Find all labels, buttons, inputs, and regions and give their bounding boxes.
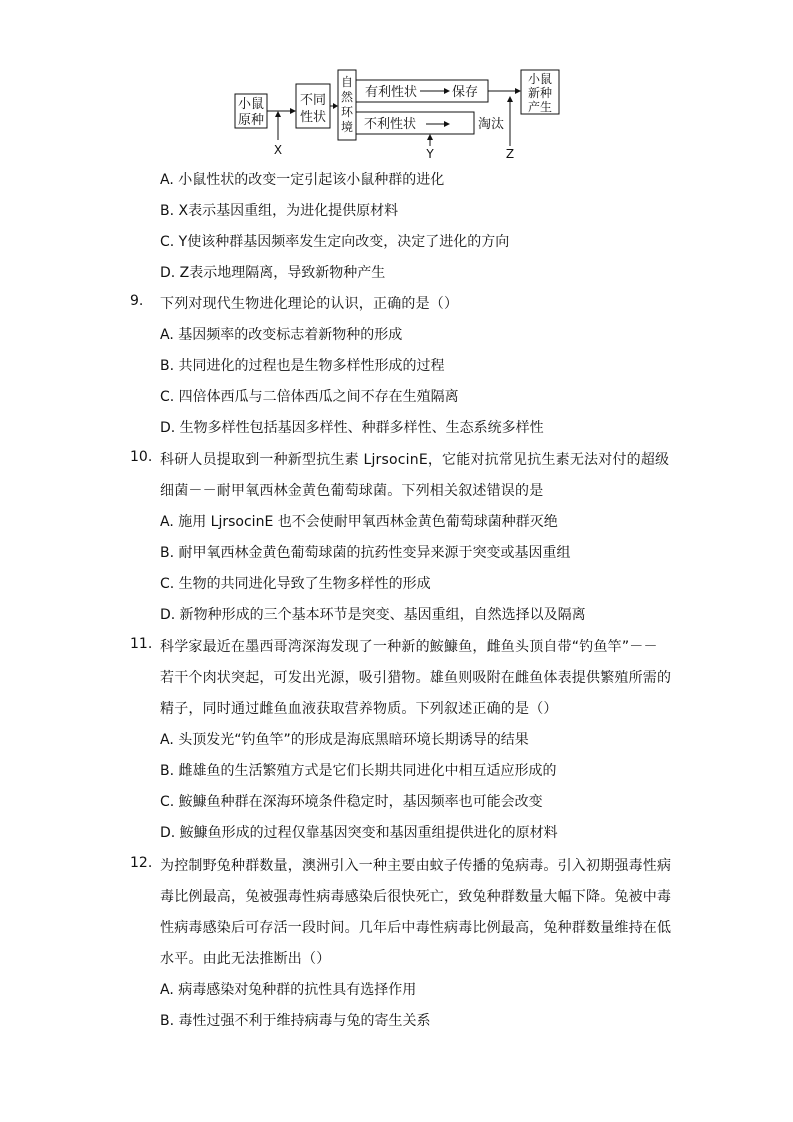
q9-option-d: D. 生物多样性包括基因多样性、种群多样性、生态系统多样性 [160,420,544,436]
box-original-line2: 原种 [237,113,265,128]
eliminate-label: 淘汰 [478,117,505,132]
q8-option-b: B. X表示基因重组，为进化提供原材料 [160,203,399,219]
q11-option-b: B. 雌雄鱼的生活繁殖方式是它们长期共同进化中相互适应形成的 [160,763,557,779]
q11-option-a: A. 头顶发光“钓鱼竿”的形成是海底黑暗环境长期诱导的结果 [160,732,529,748]
q10-option-a: A. 施用 LjrsocinE 也不会使耐甲氧西林金黄色葡萄球菌种群灭绝 [160,514,558,530]
unfavorable-traits-label: 不利性状 [364,117,417,132]
arrow-head-1 [290,108,296,114]
q12-option-b: B. 毒性过强不利于维持病毒与兔的寄生关系 [160,1013,431,1029]
box-new-line3: 产生 [527,100,553,114]
box-new-line1: 小鼠 [527,72,553,86]
q9-stem: 下列对现代生物进化理论的认识，正确的是（） [160,296,459,312]
box-env-char2: 然 [340,90,354,104]
arrow-z-head [507,96,513,102]
q10-option-b: B. 耐甲氧西林金黄色葡萄球菌的抗药性变异来源于突变或基因重组 [160,545,571,561]
q9-option-a: A. 基因频率的改变标志着新物种的形成 [160,327,403,343]
q10-option-d: D. 新物种形成的三个基本环节是突变、基因重组，自然选择以及隔离 [160,607,586,623]
label-x: X [273,143,283,157]
q12-stem-line3: 性病毒感染后可存活一段时间。几年后中毒性病毒比例最高，兔种群数量维持在低 [160,920,672,936]
q11-stem-line1: 科学家最近在墨西哥湾深海发现了一种新的鮟鱇鱼，雌鱼头顶自带“钓鱼竿”－－ [160,639,658,655]
q12-stem-line2: 毒比例最高，兔被强毒性病毒感染后很快死亡，致兔种群数量大幅下降。兔被中毒 [160,889,672,905]
box-new-line2: 新种 [527,86,553,100]
q11-stem-line3: 精子，同时通过雌鱼血液获取营养物质。下列叙述正确的是（） [160,701,558,717]
label-z: Z [505,147,515,161]
q12-option-a: A. 病毒感染对兔种群的抗性具有选择作用 [160,982,417,998]
arrow-y-head [427,134,433,140]
evolution-diagram [230,66,570,162]
q11-option-d: D. 鮟鱇鱼形成的过程仅靠基因突变和基因重组提供进化的原材料 [160,825,558,841]
q9-number: 9. [130,293,144,309]
q11-number: 11. [130,636,153,652]
arrow-favorable-head [444,88,450,94]
q8-option-a: A. 小鼠性状的改变一定引起该小鼠种群的进化 [160,172,445,188]
q8-option-d: D. Z表示地理隔离，导致新物种产生 [160,265,386,281]
preserve-label: 保存 [452,85,479,100]
q10-stem-line2: 细菌－－耐甲氧西林金黄色葡萄球菌。下列相关叙述错误的是 [160,483,544,499]
favorable-traits-label: 有利性状 [365,85,418,100]
q12-number: 12. [130,855,153,871]
arrow-head-2 [333,103,338,109]
q11-stem-line2: 若干个肉状突起，可发出光源，吸引猎物。雄鱼则吸附在雌鱼体表提供繁殖所需的 [160,670,672,686]
box-env-char4: 境 [340,120,354,134]
q10-option-c: C. 生物的共同进化导致了生物多样性的形成 [160,576,431,592]
box-env-char3: 环 [340,105,354,119]
q9-option-b: B. 共同进化的过程也是生物多样性形成的过程 [160,358,445,374]
q12-stem-line4: 水平。由此无法推断出（） [160,951,331,967]
q9-option-c: C. 四倍体西瓜与二倍体西瓜之间不存在生殖隔离 [160,389,459,405]
q11-option-c: C. 鮟鱇鱼种群在深海环境条件稳定时，基因频率也可能会改变 [160,794,543,810]
box-traits-line1: 不同 [299,93,327,108]
arrow-unfavorable-head [444,121,450,127]
box-original-line1: 小鼠 [237,97,265,112]
q12-stem-line1: 为控制野兔种群数量，澳洲引入一种主要由蚊子传播的兔病毒。引入初期强毒性病 [160,858,672,874]
box-traits-line2: 性状 [299,110,327,125]
diagram-svg [230,66,570,162]
q10-stem-line1: 科研人员提取到一种新型抗生素 LjrsocinE，它能对抗常见抗生素无法对付的超级 [160,452,670,468]
label-y: Y [426,147,434,161]
arrow-to-new-head [515,88,521,94]
q10-number: 10. [130,449,153,465]
arrow-x-head [275,111,281,117]
q8-option-c: C. Y使该种群基因频率发生定向改变，决定了进化的方向 [160,234,510,250]
box-env-char1: 自 [340,75,354,89]
